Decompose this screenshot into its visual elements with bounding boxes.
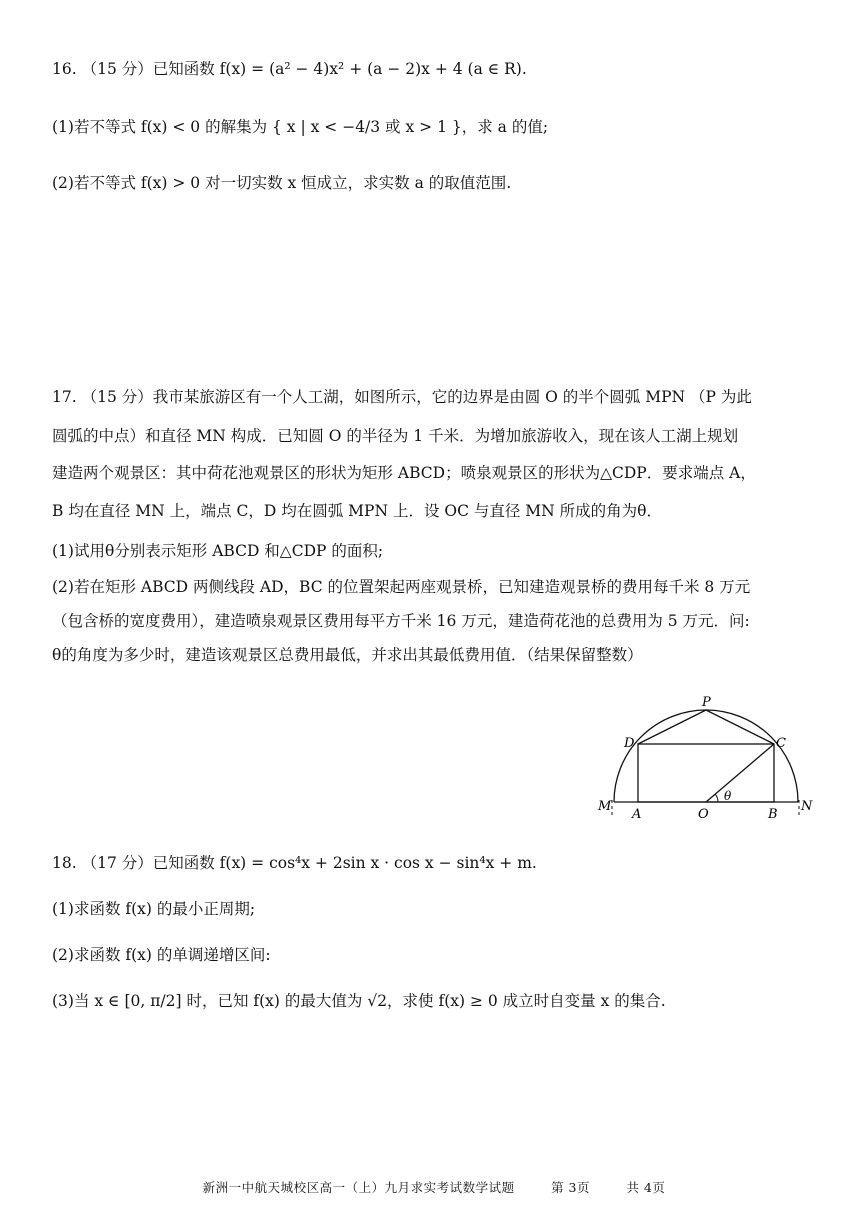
q17-part2-line3: θ的角度为多少时，建造该观景区总费用最低，并求出其最低费用值．（结果保留整数）: [52, 646, 643, 664]
triangle-cdp: [638, 710, 774, 744]
q16-part1: (1)若不等式 f(x) < 0 的解集为 { x | x < −4/3 或 x > 1 }，求 a 的值;: [52, 118, 549, 136]
semicircle-lake-figure: [594, 692, 816, 822]
angle-theta-arc: [715, 794, 718, 802]
q18-part1: (1)求函数 f(x) 的最小正周期;: [52, 900, 256, 918]
q16-part2: (2)若不等式 f(x) > 0 对一切实数 x 恒成立，求实数 a 的取值范围.: [52, 174, 512, 192]
label-p: P: [702, 695, 711, 710]
q18-stem: 18. （17 分）已知函数 f(x) = cos⁴x + 2sin x · cos x − sin⁴x + m.: [52, 854, 537, 872]
footer-title: 新洲一中航天城校区高一（上）九月求实考试数学试题: [202, 1180, 515, 1195]
label-o: O: [698, 807, 709, 822]
label-b: B: [768, 807, 778, 822]
footer-page-number: 第 3页: [551, 1180, 590, 1195]
label-n: N: [801, 799, 813, 814]
q17-stem-line3: 建造两个观景区：其中荷花池观景区的形状为矩形 ABCD；喷泉观景区的形状为△CDP．要求端点 A，: [52, 464, 756, 482]
q16-stem: 16. （15 分）已知函数 f(x) = (a² − 4)x² + (a − 2)x + 4 (a ∈ R).: [52, 60, 527, 78]
q17-part2-line1: (2)若在矩形 ABCD 两侧线段 AD，BC 的位置架起两座观景桥，已知建造观景桥的费用每千米 8 万元: [52, 578, 751, 596]
label-a: A: [632, 807, 642, 822]
page-footer: [0, 1178, 868, 1196]
q17-stem-line2: 圆弧的中点）和直径 MN 构成．已知圆 O 的半径为 1 千米．为增加旅游收入，现在该人工湖上规划: [52, 427, 739, 445]
q17-stem-line1: 17. （15 分）我市某旅游区有一个人工湖，如图所示，它的边界是由圆 O 的半个圆弧 MPN （P 为此: [52, 388, 752, 406]
footer-total-pages: 共 4页: [626, 1180, 666, 1195]
label-d: D: [624, 736, 635, 751]
q18-part3: (3)当 x ∈ [0, π/2] 时，已知 f(x) 的最大值为 √2，求使 f(x) ≥ 0 成立时自变量 x 的集合.: [52, 992, 666, 1010]
arc-mpn: [614, 710, 798, 802]
q18-part2: (2)求函数 f(x) 的单调递增区间:: [52, 946, 271, 964]
q17-stem-line4: B 均在直径 MN 上，端点 C，D 均在圆弧 MPN 上．设 OC 与直径 MN 所成的角为θ．: [52, 502, 663, 520]
label-theta: θ: [724, 789, 732, 803]
segment-oc: [706, 744, 774, 802]
label-c: C: [776, 736, 786, 751]
q17-part2-line2: （包含桥的宽度费用），建造喷泉观景区费用每平方千米 16 万元，建造荷花池的总费用为 5 万元．问:: [52, 612, 750, 630]
rectangle-abcd: [638, 744, 774, 802]
q17-part1: (1)试用θ分别表示矩形 ABCD 和△CDP 的面积;: [52, 542, 384, 560]
label-m: M: [598, 799, 612, 814]
